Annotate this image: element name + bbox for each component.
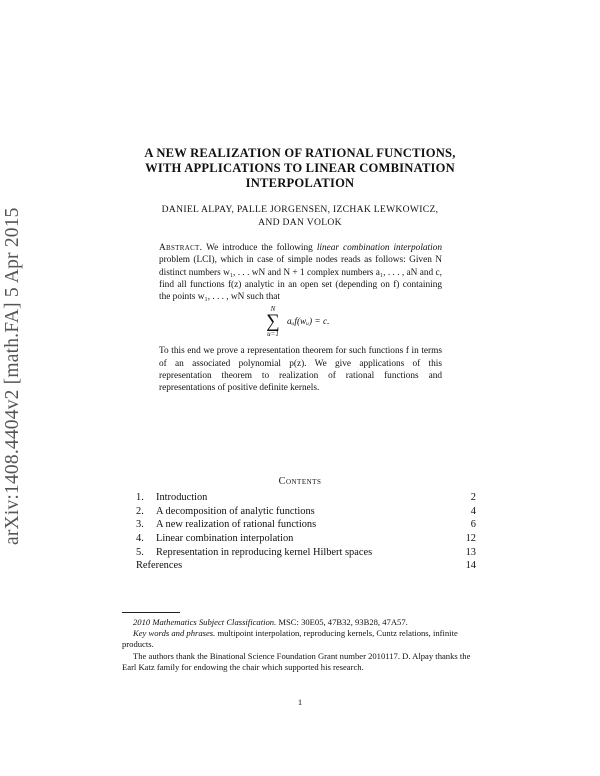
abstract-heading: Abstract. (159, 243, 203, 253)
footnote-thanks: The authors thank the Binational Science Foundation Grant number 2010117. D. Alpay thanks the Earl Katz family for endowing the chair which supported his research. (122, 650, 471, 672)
toc-label: Representation in reproducing kernel Hilbert spaces (156, 546, 373, 558)
arxiv-identifier-stamp: arXiv:1408.4404v2 [math.FA] 5 Apr 2015 (2, 207, 23, 545)
toc-number: 4. (136, 533, 144, 545)
toc-label: References (136, 560, 183, 572)
msc-text: MSC: 30E05, 47B32, 93B28, 47A57. (278, 617, 408, 627)
toc-label: A new realization of rational functions (156, 519, 317, 531)
toc-label: Introduction (156, 492, 208, 503)
page-number: 1 (297, 697, 303, 707)
contents-heading: Contents (278, 476, 322, 487)
paper-title (100, 146, 500, 191)
msc-label: 2010 Mathematics Subject Classification. (133, 617, 277, 627)
abstract-closing: To this end we prove a representation theorem for such functions f in terms of an associated polynomial p(z). We give applications of this representation theorem to realization of rational functions and representations of positive definite kernels. (159, 346, 442, 394)
sum-formula (159, 305, 442, 345)
toc-label: Linear combination interpolation (156, 533, 294, 545)
toc-page: 13 (465, 546, 476, 558)
toc-number: 1. (136, 492, 144, 503)
sum-lower-limit: u=1 (267, 330, 279, 339)
footnote-rule (122, 612, 180, 613)
toc-entry[interactable] (136, 532, 476, 546)
footnote-keywords (122, 628, 477, 650)
toc-entry-references[interactable] (136, 559, 476, 573)
author-line: DANIEL ALPAY, PALLE JORGENSEN, IZCHAK LEWKOWICZ, (161, 204, 439, 215)
keywords-text: multipoint interpolation, reproducing kernels, Cuntz relations, infinite products. (122, 628, 458, 650)
abstract-paragraph (159, 242, 442, 303)
summation-symbol (261, 305, 285, 338)
toc-page: 2 (470, 492, 476, 503)
toc-label: A decomposition of analytic functions (156, 505, 315, 517)
abstract (159, 242, 442, 395)
toc-entry[interactable] (136, 505, 476, 519)
abstract-text: problem (LCI), which in case of simple nodes reads as follows: Given N distinct numbers w₁, . . . wN and N + 1 complex numbers a₁, . . . , aN and c, find all functions f(z) analytic in an open set (depending on f) containing the points w₁, . . . , wN such that (159, 255, 442, 303)
toc-number: 5. (136, 546, 144, 558)
keywords-label: Key words and phrases. (133, 628, 216, 639)
toc-entry[interactable] (136, 518, 476, 532)
abstract-term: linear combination interpolation (316, 243, 443, 253)
toc-page: 14 (465, 560, 476, 572)
author-list (100, 204, 500, 229)
footnote-msc (122, 617, 477, 628)
sum-upper-limit: N (270, 305, 276, 314)
sum-expression: aᵤf(wᵤ) = c. (287, 317, 330, 328)
abstract-text: We introduce the following (206, 243, 313, 253)
toc-page: 4 (470, 505, 476, 517)
title-line: WITH APPLICATIONS TO LINEAR COMBINATION (145, 161, 455, 175)
toc-number: 2. (136, 505, 144, 517)
sigma-glyph: ∑ (266, 311, 280, 333)
toc-entry[interactable] (136, 491, 476, 505)
author-line: AND DAN VOLOK (258, 216, 342, 228)
title-line: INTERPOLATION (245, 176, 355, 190)
toc-page: 12 (465, 533, 476, 545)
footnotes (122, 617, 477, 673)
title-line: A NEW REALIZATION OF RATIONAL FUNCTIONS, (144, 146, 456, 160)
toc-number: 3. (136, 519, 144, 531)
toc-page: 6 (470, 519, 476, 531)
table-of-contents (136, 491, 476, 573)
toc-entry[interactable] (136, 546, 476, 560)
